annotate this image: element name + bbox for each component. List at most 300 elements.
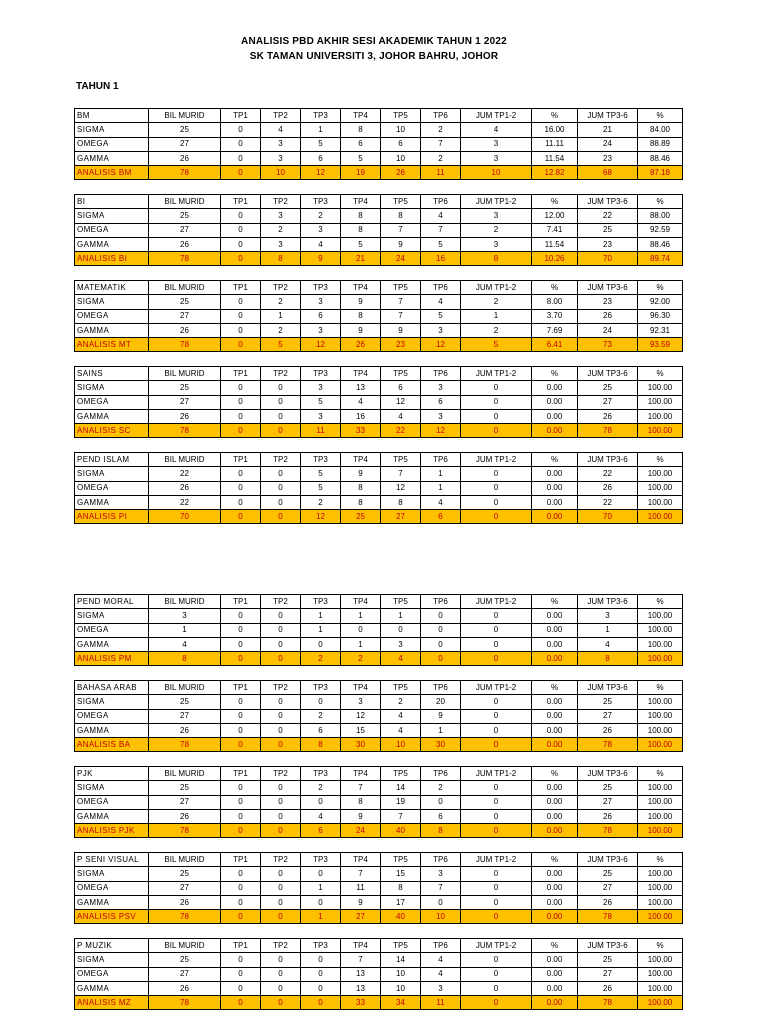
table-cell: 27 <box>149 967 221 981</box>
column-header: BIL MURID <box>149 939 221 953</box>
class-name: OMEGA <box>75 709 149 723</box>
table-header-row <box>75 595 683 609</box>
table-cell: 100.00 <box>638 467 683 481</box>
column-header: JUM TP1-2 <box>461 367 532 381</box>
summary-cell: 0 <box>221 166 261 180</box>
column-header: JUM TP3-6 <box>578 939 638 953</box>
summary-cell: 78 <box>578 824 638 838</box>
summary-cell: 78 <box>149 424 221 438</box>
table-cell: 10 <box>381 981 421 995</box>
column-header: % <box>638 195 683 209</box>
column-header: % <box>532 195 578 209</box>
subject-name: P SENI VISUAL <box>75 853 149 867</box>
table-cell: 0 <box>221 381 261 395</box>
table-cell: 25 <box>578 953 638 967</box>
column-header: TP3 <box>301 367 341 381</box>
summary-cell: 70 <box>578 510 638 524</box>
summary-row <box>75 652 683 666</box>
column-header: TP1 <box>221 281 261 295</box>
column-header: TP5 <box>381 595 421 609</box>
table-cell: 3 <box>421 409 461 423</box>
table-cell: 26 <box>149 723 221 737</box>
table-cell: 24 <box>578 137 638 151</box>
table-cell: 26 <box>578 309 638 323</box>
table-cell: 4 <box>341 395 381 409</box>
summary-cell: 78 <box>149 338 221 352</box>
table-row <box>75 723 683 737</box>
table-cell: 3 <box>149 609 221 623</box>
column-header: % <box>638 853 683 867</box>
table-cell: 3 <box>261 137 301 151</box>
summary-cell: 8 <box>149 652 221 666</box>
summary-cell: 70 <box>578 252 638 266</box>
table-cell: 0 <box>221 867 261 881</box>
summary-cell: 34 <box>381 996 421 1010</box>
subject-name: PJK <box>75 767 149 781</box>
summary-cell: 100.00 <box>638 824 683 838</box>
column-header: TP4 <box>341 367 381 381</box>
summary-cell: 11 <box>421 996 461 1010</box>
table-cell: 0 <box>261 637 301 651</box>
subject-table <box>74 680 683 752</box>
table-cell: 0 <box>221 323 261 337</box>
summary-cell: 6 <box>301 824 341 838</box>
table-cell: 3 <box>301 381 341 395</box>
summary-cell: 6 <box>421 510 461 524</box>
column-header: % <box>638 453 683 467</box>
summary-cell: 78 <box>149 996 221 1010</box>
column-header: JUM TP1-2 <box>461 281 532 295</box>
table-cell: 0 <box>221 137 261 151</box>
column-header: % <box>638 281 683 295</box>
table-cell: 0 <box>221 237 261 251</box>
summary-cell: 73 <box>578 338 638 352</box>
table-cell: 0 <box>461 795 532 809</box>
summary-cell: 16 <box>421 252 461 266</box>
table-header-row <box>75 853 683 867</box>
table-cell: 0 <box>421 637 461 651</box>
table-cell: 1 <box>301 609 341 623</box>
table-cell: 0 <box>261 795 301 809</box>
table-cell: 7 <box>381 295 421 309</box>
table-cell: 9 <box>341 895 381 909</box>
table-cell: 26 <box>149 323 221 337</box>
table-cell: 7.41 <box>532 223 578 237</box>
column-header: TP1 <box>221 195 261 209</box>
table-cell: 0 <box>461 695 532 709</box>
column-header: TP5 <box>381 195 421 209</box>
table-cell: 12 <box>341 709 381 723</box>
column-header: JUM TP1-2 <box>461 853 532 867</box>
table-cell: 0 <box>301 867 341 881</box>
table-cell: 0 <box>421 795 461 809</box>
table-cell: 9 <box>381 237 421 251</box>
table-cell: 2 <box>261 295 301 309</box>
column-header: TP2 <box>261 367 301 381</box>
column-header: JUM TP1-2 <box>461 109 532 123</box>
table-cell: 3 <box>301 223 341 237</box>
subject-name: BAHASA ARAB <box>75 681 149 695</box>
table-cell: 0.00 <box>532 795 578 809</box>
column-header: TP2 <box>261 195 301 209</box>
table-cell: 1 <box>301 623 341 637</box>
table-cell: 13 <box>341 967 381 981</box>
table-cell: 0 <box>261 781 301 795</box>
summary-cell: 10 <box>421 910 461 924</box>
table-cell: 5 <box>301 137 341 151</box>
column-header: TP5 <box>381 681 421 695</box>
column-header: BIL MURID <box>149 281 221 295</box>
table-cell: 25 <box>578 381 638 395</box>
table-cell: 8 <box>341 309 381 323</box>
table-cell: 100.00 <box>638 495 683 509</box>
summary-cell: 24 <box>381 252 421 266</box>
summary-cell: 0 <box>221 738 261 752</box>
class-name: GAMMA <box>75 723 149 737</box>
table-cell: 26 <box>578 981 638 995</box>
table-cell: 2 <box>301 495 341 509</box>
column-header: TP5 <box>381 109 421 123</box>
column-header: JUM TP3-6 <box>578 453 638 467</box>
table-cell: 2 <box>461 223 532 237</box>
column-header: TP3 <box>301 453 341 467</box>
column-header: JUM TP3-6 <box>578 681 638 695</box>
table-cell: 21 <box>578 123 638 137</box>
summary-cell: 8 <box>301 738 341 752</box>
column-header: TP4 <box>341 595 381 609</box>
table-cell: 5 <box>301 395 341 409</box>
table-cell: 25 <box>578 781 638 795</box>
subject-name: BM <box>75 109 149 123</box>
summary-label: ANALISIS PSV <box>75 910 149 924</box>
column-header: TP6 <box>421 681 461 695</box>
column-header: BIL MURID <box>149 453 221 467</box>
summary-cell: 70 <box>149 510 221 524</box>
table-cell: 0 <box>221 695 261 709</box>
table-cell: 7 <box>381 809 421 823</box>
class-name: GAMMA <box>75 981 149 995</box>
column-header: JUM TP1-2 <box>461 595 532 609</box>
table-cell: 27 <box>149 795 221 809</box>
table-cell: 5 <box>421 237 461 251</box>
summary-cell: 0 <box>221 824 261 838</box>
column-header: BIL MURID <box>149 367 221 381</box>
summary-cell: 26 <box>341 338 381 352</box>
table-cell: 5 <box>341 237 381 251</box>
summary-cell: 0.00 <box>532 424 578 438</box>
column-header: TP5 <box>381 853 421 867</box>
table-cell: 3 <box>461 237 532 251</box>
subject-name: P MUZIK <box>75 939 149 953</box>
table-cell: 0.00 <box>532 623 578 637</box>
table-cell: 0 <box>301 895 341 909</box>
table-cell: 4 <box>261 123 301 137</box>
summary-row <box>75 910 683 924</box>
document-title: ANALISIS PBD AKHIR SESI AKADEMIK TAHUN 1 2022 <box>241 36 507 47</box>
table-cell: 3 <box>261 209 301 223</box>
table-cell: 0 <box>221 609 261 623</box>
table-cell: 7 <box>341 867 381 881</box>
table-cell: 0 <box>221 981 261 995</box>
column-header: JUM TP3-6 <box>578 109 638 123</box>
table-cell: 0 <box>221 223 261 237</box>
table-cell: 8 <box>341 795 381 809</box>
summary-cell: 8 <box>261 252 301 266</box>
column-header: % <box>638 767 683 781</box>
table-cell: 8 <box>341 209 381 223</box>
table-row <box>75 481 683 495</box>
table-cell: 0 <box>221 395 261 409</box>
subject-table <box>74 108 683 180</box>
table-header-row <box>75 367 683 381</box>
table-cell: 26 <box>149 895 221 909</box>
table-cell: 92.00 <box>638 295 683 309</box>
class-name: SIGMA <box>75 123 149 137</box>
table-cell: 1 <box>341 609 381 623</box>
subject-table <box>74 280 683 352</box>
table-cell: 3 <box>421 381 461 395</box>
table-cell: 0 <box>261 709 301 723</box>
table-cell: 1 <box>381 609 421 623</box>
table-cell: 7 <box>421 881 461 895</box>
table-cell: 0 <box>221 309 261 323</box>
column-header: TP1 <box>221 367 261 381</box>
table-cell: 0 <box>221 795 261 809</box>
summary-cell: 78 <box>149 824 221 838</box>
table-cell: 7 <box>421 223 461 237</box>
class-name: GAMMA <box>75 323 149 337</box>
summary-cell: 78 <box>149 252 221 266</box>
table-cell: 0 <box>461 881 532 895</box>
summary-cell: 0 <box>461 824 532 838</box>
table-cell: 13 <box>341 981 381 995</box>
summary-cell: 68 <box>578 166 638 180</box>
table-cell: 0 <box>261 609 301 623</box>
table-cell: 2 <box>261 323 301 337</box>
table-cell: 0 <box>221 409 261 423</box>
column-header: TP2 <box>261 109 301 123</box>
summary-cell: 0.00 <box>532 996 578 1010</box>
summary-cell: 100.00 <box>638 510 683 524</box>
table-cell: 6 <box>421 809 461 823</box>
table-cell: 0 <box>261 395 301 409</box>
table-cell: 100.00 <box>638 723 683 737</box>
table-cell: 0 <box>461 809 532 823</box>
table-row <box>75 795 683 809</box>
table-cell: 0 <box>221 495 261 509</box>
subject-table <box>74 852 683 924</box>
table-row <box>75 881 683 895</box>
table-cell: 3 <box>421 323 461 337</box>
table-cell: 27 <box>149 395 221 409</box>
table-cell: 100.00 <box>638 867 683 881</box>
table-cell: 0 <box>261 953 301 967</box>
summary-cell: 93.59 <box>638 338 683 352</box>
summary-cell: 0.00 <box>532 738 578 752</box>
class-name: SIGMA <box>75 953 149 967</box>
summary-cell: 0 <box>261 824 301 838</box>
table-cell: 0.00 <box>532 867 578 881</box>
table-cell: 0 <box>221 123 261 137</box>
table-cell: 0 <box>301 981 341 995</box>
table-cell: 2 <box>301 781 341 795</box>
class-name: SIGMA <box>75 781 149 795</box>
summary-cell: 0 <box>461 910 532 924</box>
summary-cell: 0 <box>261 910 301 924</box>
year-label: TAHUN 1 <box>76 81 119 92</box>
table-row <box>75 137 683 151</box>
table-row <box>75 309 683 323</box>
table-cell: 0 <box>221 723 261 737</box>
table-cell: 0 <box>261 723 301 737</box>
table-cell: 0 <box>461 781 532 795</box>
table-cell: 26 <box>578 723 638 737</box>
column-header: TP3 <box>301 939 341 953</box>
column-header: % <box>532 939 578 953</box>
column-header: BIL MURID <box>149 681 221 695</box>
summary-cell: 0.00 <box>532 510 578 524</box>
column-header: TP4 <box>341 681 381 695</box>
table-cell: 2 <box>421 123 461 137</box>
table-row <box>75 495 683 509</box>
table-cell: 12 <box>381 481 421 495</box>
class-name: GAMMA <box>75 237 149 251</box>
table-cell: 2 <box>261 223 301 237</box>
summary-cell: 11 <box>421 166 461 180</box>
table-cell: 4 <box>578 637 638 651</box>
table-cell: 16.00 <box>532 123 578 137</box>
table-cell: 1 <box>341 637 381 651</box>
table-cell: 8 <box>341 123 381 137</box>
table-cell: 0 <box>461 895 532 909</box>
summary-cell: 10 <box>261 166 301 180</box>
column-header: TP6 <box>421 195 461 209</box>
table-cell: 3.70 <box>532 309 578 323</box>
table-cell: 6 <box>381 381 421 395</box>
table-cell: 100.00 <box>638 695 683 709</box>
table-cell: 8.00 <box>532 295 578 309</box>
table-cell: 4 <box>421 495 461 509</box>
table-cell: 0 <box>461 609 532 623</box>
column-header: TP2 <box>261 681 301 695</box>
table-cell: 0 <box>261 967 301 981</box>
table-header-row <box>75 681 683 695</box>
column-header: TP6 <box>421 939 461 953</box>
table-cell: 6 <box>341 137 381 151</box>
table-cell: 96.30 <box>638 309 683 323</box>
table-row <box>75 409 683 423</box>
table-cell: 26 <box>578 809 638 823</box>
table-cell: 12.00 <box>532 209 578 223</box>
summary-cell: 2 <box>301 652 341 666</box>
column-header: TP3 <box>301 109 341 123</box>
table-cell: 6 <box>301 309 341 323</box>
summary-cell: 2 <box>341 652 381 666</box>
table-cell: 27 <box>578 709 638 723</box>
summary-cell: 89.74 <box>638 252 683 266</box>
summary-cell: 0 <box>261 652 301 666</box>
summary-cell: 19 <box>341 166 381 180</box>
column-header: JUM TP3-6 <box>578 195 638 209</box>
subject-name: PEND MORAL <box>75 595 149 609</box>
table-cell: 7 <box>381 309 421 323</box>
table-cell: 88.00 <box>638 209 683 223</box>
summary-row <box>75 996 683 1010</box>
table-cell: 9 <box>341 809 381 823</box>
summary-cell: 78 <box>578 996 638 1010</box>
column-header: TP4 <box>341 767 381 781</box>
column-header: TP3 <box>301 681 341 695</box>
summary-cell: 8 <box>461 252 532 266</box>
column-header: TP6 <box>421 367 461 381</box>
column-header: % <box>532 281 578 295</box>
table-cell: 0 <box>261 495 301 509</box>
table-cell: 0 <box>421 895 461 909</box>
table-cell: 3 <box>301 409 341 423</box>
summary-cell: 100.00 <box>638 424 683 438</box>
summary-cell: 87.18 <box>638 166 683 180</box>
table-row <box>75 123 683 137</box>
table-cell: 17 <box>381 895 421 909</box>
table-cell: 26 <box>149 151 221 165</box>
class-name: GAMMA <box>75 637 149 651</box>
table-cell: 2 <box>301 709 341 723</box>
table-cell: 3 <box>461 137 532 151</box>
table-cell: 14 <box>381 953 421 967</box>
table-cell: 4 <box>149 637 221 651</box>
table-cell: 0 <box>381 623 421 637</box>
table-cell: 5 <box>421 309 461 323</box>
table-cell: 3 <box>381 637 421 651</box>
class-name: SIGMA <box>75 209 149 223</box>
table-cell: 20 <box>421 695 461 709</box>
table-cell: 3 <box>261 237 301 251</box>
table-cell: 27 <box>149 137 221 151</box>
summary-label: ANALISIS BA <box>75 738 149 752</box>
table-cell: 0.00 <box>532 409 578 423</box>
table-header-row <box>75 195 683 209</box>
table-cell: 1 <box>578 623 638 637</box>
table-cell: 0 <box>221 209 261 223</box>
table-cell: 0 <box>301 953 341 967</box>
table-cell: 0 <box>221 895 261 909</box>
summary-row <box>75 338 683 352</box>
table-row <box>75 867 683 881</box>
table-cell: 100.00 <box>638 881 683 895</box>
school-name: SK TAMAN UNIVERSITI 3, JOHOR BAHRU, JOHOR <box>249 51 499 62</box>
summary-cell: 0 <box>221 910 261 924</box>
table-row <box>75 151 683 165</box>
table-cell: 0 <box>261 623 301 637</box>
table-cell: 0 <box>301 695 341 709</box>
summary-cell: 0.00 <box>532 910 578 924</box>
table-cell: 84.00 <box>638 123 683 137</box>
table-cell: 2 <box>381 695 421 709</box>
table-cell: 100.00 <box>638 623 683 637</box>
column-header: % <box>638 681 683 695</box>
table-cell: 9 <box>341 323 381 337</box>
table-cell: 0 <box>221 809 261 823</box>
table-cell: 4 <box>421 295 461 309</box>
table-row <box>75 381 683 395</box>
table-cell: 8 <box>341 481 381 495</box>
summary-cell: 0 <box>221 424 261 438</box>
summary-cell: 12 <box>301 338 341 352</box>
column-header: JUM TP3-6 <box>578 595 638 609</box>
table-cell: 0.00 <box>532 781 578 795</box>
summary-row <box>75 424 683 438</box>
table-cell: 22 <box>578 209 638 223</box>
